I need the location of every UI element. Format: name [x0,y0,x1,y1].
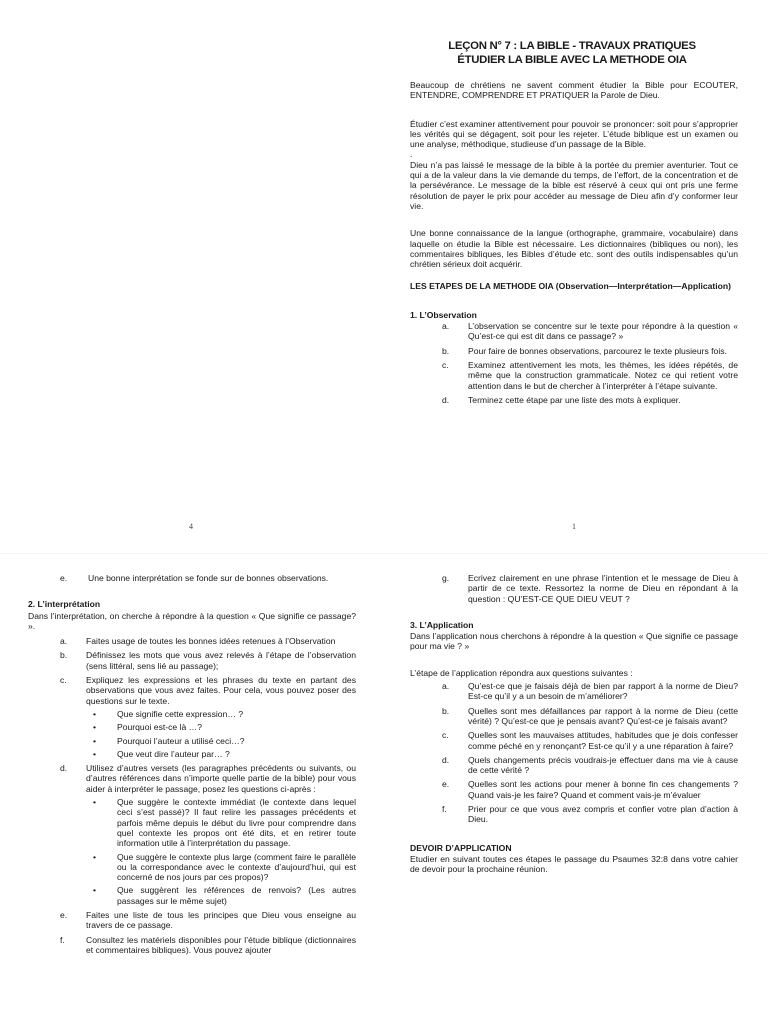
list-text: Définissez les mots que vous avez relevés à l’étape de l’observation (sens littéral, sens lié au passage); [86,650,356,671]
observation-list-continued [28,573,356,583]
list-letter: a. [442,321,450,332]
list-letter: d. [60,763,68,774]
list-letter: a. [442,681,450,692]
definition-paragraph: Étudier c’est examiner attentivement pour pouvoir se prononcer: soit pour s’approprier les vérités qui se dégagent, soit pour les rejeter. L’étude biblique est un examen ou une analyse, méthodique, studieuse d’un passage de la Bible. [410,118,738,150]
list-text: Terminez cette étape par une liste des mots à expliquer. [468,394,681,405]
language-paragraph: Une bonne connaissance de la langue (orthographe, grammaire, vocabulaire) dans laquelle on étudie la Bible est nécessaire. Les dictionnaires (bibliques ou non), les commentaires bibliques, les Bibles d’étude etc. sont des outils indispensables qu’un chrétien sérieux doit acquérir. [410,228,738,270]
list-text: Pour faire de bonnes observations, parcourez le texte plusieurs fois. [468,345,727,356]
application-lead: L’étape de l’application répondra aux questions suivantes : [410,667,633,678]
list-letter: d. [442,394,450,405]
list-text: Quelles sont les mauvaises attitudes, habitudes que je dois confesser comme péché en y renonçant? Est-ce qu’il y a une réparation à faire? [468,730,738,751]
list-letter: f. [60,934,65,945]
list-letter: b. [60,650,68,661]
list-text: Quels changements précis voudrais-je effectuer dans ma vie à cause de cette vérité ? [468,754,738,776]
bullet-item: • Pourquoi est-ce là …? [86,722,356,732]
list-text: Prier pour ce que vous avez compris et confier votre plan d’action à Dieu. [468,804,738,825]
application-heading: 3. L’Application [410,619,474,630]
list-item [410,573,738,604]
list-letter: e. [60,910,68,921]
observation-heading: 1. L’Observation [410,309,477,320]
list-text: Examinez attentivement les mots, les thèmes, les idées répétés, de même que la construction grammaticale. Notez ce qui retient votre attention dans le but de chercher à l’interpréter à l’étape suivante. [468,359,738,391]
list-item [410,395,738,405]
interpretation-list [28,636,356,955]
title-line-1: LEÇON N° 7 : LA BIBLE - TRAVAUX PRATIQUES [448,40,696,52]
bullet-item: • Que suggèrent les références de renvois? (Les autres passages sur le même sujet) [86,885,356,906]
list-letter: e. [60,573,68,583]
application-list [410,681,738,825]
list-item [410,730,738,751]
observation-list [410,321,738,405]
list-item [410,804,738,825]
bottom-left-column [28,573,356,959]
bullet-item: • Que suggère le contexte immédiat (le contexte dans lequel ceci s’est passé)? Il faut relire les passages précédents et parfois même depuis le début du livre pour comprendre dans quel contexte les propos ont été dits, et en retirer toute information utile à l’interprétation du passage. [86,797,356,848]
bullet-item: • Que signifie cette expression… ? [86,709,356,719]
list-text: Quelles sont mes défaillances par rapport à la norme de Dieu (cette vérité) ? Qu’est-ce que je pensais avant? Qu’est-ce je faisais avant? [468,705,738,726]
list-text: Qu’est-ce que je faisais déjà de bien par rapport à la norme de Dieu? Est-ce qu’il y a un besoin de m’améliorer? [468,681,738,702]
bullet-item: • Pourquoi l’auteur a utilisé ceci…? [86,736,356,746]
bottom-right-column [410,573,738,875]
c-question-list [86,709,356,759]
list-letter: f. [442,804,447,815]
list-letter: b. [442,345,450,356]
list-text: Ecrivez clairement en une phrase l’intention et le message de Dieu à partir de ce texte. Ressortez la norme de Dieu en répondant à la question : QU’EST-CE QUE DIEU VEUT ? [468,573,738,604]
list-item [28,935,356,956]
list-text: Consultez les matériels disponibles pour l’étude biblique (dictionnaires et commentaires bibliques). Vous pouvez ajouter [86,934,356,955]
list-item [28,675,356,759]
d-question-list [86,797,356,906]
bullet-item: • Que suggère le contexte plus large (comment faire le parallèle ou la correspondance avec le contexte d’aujourd’hui, qui est concerné de nos jours par ces propos)? [86,852,356,883]
interpretation-intro: Dans l’interprétation, on cherche à répondre à la question « Que signifie ce passage? ». [28,610,356,631]
list-item [28,573,356,583]
list-item [28,763,356,906]
list-item [410,321,738,342]
top-right-column [410,80,738,409]
list-item [410,360,738,391]
intro-paragraph: Beaucoup de chrétiens ne savent comment étudier la Bible pour ECOUTER, ENTENDRE, COMPRENDRE ET PRATIQUER la Parole de Dieu. [410,80,738,101]
page-number-right: 1 [572,522,576,531]
list-item [28,636,356,646]
list-item [28,650,356,671]
dot-line: . [410,149,413,160]
list-text: Faites une liste de tous les principes que Dieu vous enseigne au travers de ce passage. [86,910,356,931]
lesson-title [412,40,732,67]
interpretation-list-continued [410,573,738,604]
page-number-left: 4 [189,522,193,531]
list-text: L’observation se concentre sur le texte pour répondre à la question « Qu’est-ce qui est dit dans ce passage? » [468,321,738,342]
list-text: Faites usage de toutes les bonnes idées retenues à l’Observation [86,636,336,647]
list-text: Quelles sont les actions pour mener à bonne fin ces changements ? Quand vais-je les faire? Quand et comment vais-je m’évaluer [468,779,738,800]
application-intro: Dans l’application nous cherchons à répondre à la question « Que signifie ce passage pour ma vie ? » [410,631,738,652]
list-text: Utilisez d’autres versets (les paragraphes précédents ou suivants, ou d’autres références dans n’importe quelle partie de la bible) pour vous aider à interpréter le passage, posez les questions ci-après : [86,763,356,794]
devoir-heading: DEVOIR D’APPLICATION [410,842,512,853]
list-letter: b. [442,705,450,716]
list-item [410,755,738,776]
list-item [410,779,738,800]
message-paragraph: Dieu n’a pas laissé le message de la bible à la portée du premier aventurier. Tout ce qui a de la valeur dans la vie demande du temps, de l’effort, de la concentration et de la persévérance. Le message de la bible est réservé à ceux qui ont pris une ferme résolution de payer le prix pour accéder au message de Dieu afin d’y conformer leur vie. [410,159,738,211]
list-item [410,706,738,727]
list-item [28,910,356,931]
list-letter: c. [442,359,449,370]
title-line-2: ÉTUDIER LA BIBLE AVEC LA METHODE OIA [457,53,687,66]
list-text: Une bonne interprétation se fonde sur de bonnes observations. [88,573,329,583]
devoir-text: Etudier en suivant toutes ces étapes le passage du Psaumes 32:8 dans votre cahier de devoir pour la prochaine réunion. [410,853,738,875]
interpretation-heading: 2. L’interprétation [28,599,101,610]
list-letter: d. [442,754,450,765]
list-letter: e. [442,779,450,790]
list-letter: g. [442,573,450,583]
list-letter: c. [60,675,67,686]
bullet-item: • Que veut dire l’auteur par… ? [86,749,356,759]
list-letter: c. [442,730,449,741]
list-item [410,346,738,356]
list-text: Expliquez les expressions et les phrases du texte en partant des observations que vous avez faites. Pour cela, vous pouvez poser des questions sur le texte. [86,675,356,706]
page-divider [0,553,768,554]
list-item [410,681,738,702]
list-letter: a. [60,636,68,647]
etapes-heading: LES ETAPES DE LA METHODE OIA (Observation—Interprétation—Application) [410,281,732,292]
